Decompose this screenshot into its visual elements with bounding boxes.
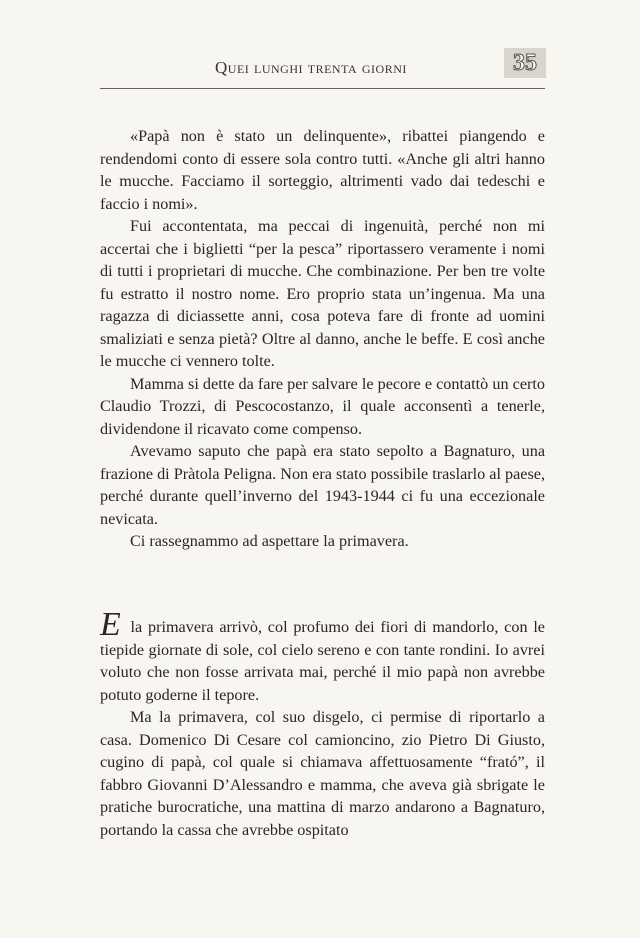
text-section-2	[100, 606, 545, 841]
text-section-1	[100, 125, 545, 553]
paragraph: Ci rassegnammo ad aspettare la primavera.	[130, 532, 409, 550]
paragraph: Avevamo saputo che papà era stato sepolto a Bagnaturo, una frazione di Pràtola Peligna. Non era stato possibile traslarlo al paese, perché durante quell’inverno del 1943-1944 ci fu una eccezionale nevicata.	[100, 442, 546, 528]
paragraph: Ma la primavera, col suo disgelo, ci permise di riportarlo a casa. Domenico Di Cesare col camioncino, zio Pietro Di Giusto, cugino di papà, col quale si chiamava affettuosamente “frató”, il fabbro Giovanni D’Alessandro e mamma, che aveva già sbrigate le pratiche burocratiche, una mattina di marzo andarono a Bagnaturo, portando la cassa che avrebbe ospitato	[100, 708, 545, 839]
paragraph-text: la primavera arrivò, col profumo dei fiori di mandorlo, con le tiepide giornate di sole, col cielo sereno e con tante rondini. Io avrei voluto che non fosse arrivata mai, perché il mio papà non avrebbe potuto goderne il tepore.	[100, 618, 545, 704]
header-rule	[100, 88, 545, 89]
paragraph-with-dropcap	[100, 606, 545, 706]
paragraph: Fui accontentata, ma peccai di ingenuità, perché non mi accertai che i biglietti “per la pesca” riportassero veramente i nomi di tutti i proprietari di mucche. Che combinazione. Per ben tre volte fu estratto il nostro nome. Ero proprio stata un’ingenua. Ma una ragazza di diciassette anni, cosa poteva fare di fronte ad uomini smaliziati e senza pietà? Oltre al danno, anche le beffe. E così anche le mucche ci vennero tolte.	[100, 217, 545, 370]
running-title: Quei lunghi trenta giorni	[215, 58, 407, 77]
page-number: 35	[504, 48, 546, 78]
paragraph: Mamma si dette da fare per salvare le pecore e contattò un certo Claudio Trozzi, di Pescocostanzo, il quale acconsentì a tenerle, dividendone il ricavato come compenso.	[100, 374, 545, 438]
dropcap-letter: E	[100, 606, 121, 643]
paragraph: «Papà non è stato un delinquente», ribattei piangendo e rendendomi conto di essere sola contro tutti. «Anche gli altri hanno le mucche. Facciamo il sorteggio, altrimenti vado dai tedeschi e faccio i nomi».	[100, 127, 545, 213]
